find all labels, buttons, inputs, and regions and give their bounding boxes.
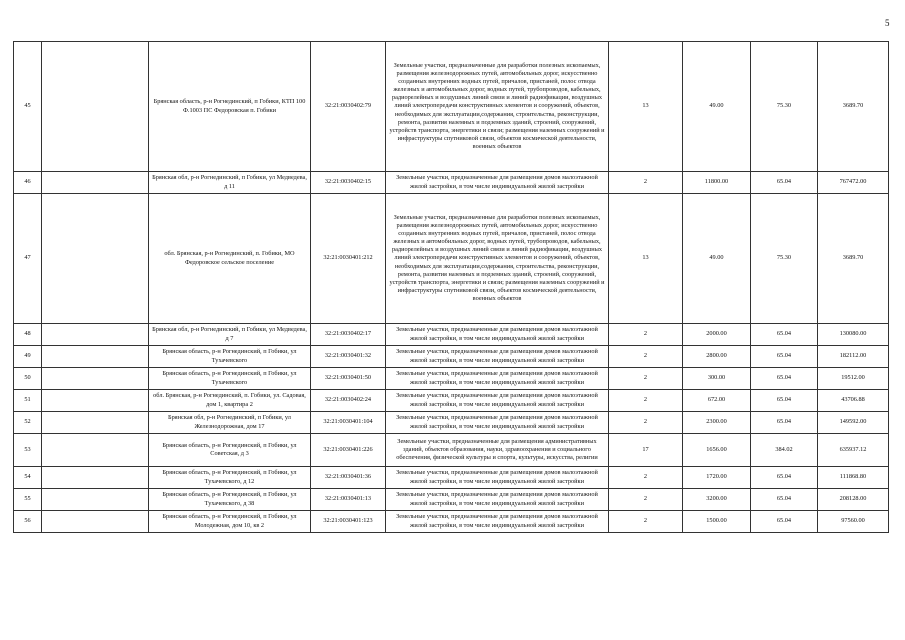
table-row [14,489,889,511]
rate-cell: 384.02 [751,434,818,467]
area-cell: 3200.00 [683,489,751,511]
cadastral-number-cell: 32:21:0030402:17 [311,324,386,346]
address-cell: Брянская область, р-н Рогнединский, п Гобики, ул Тухачевского [149,346,311,368]
cadastral-value-cell: 97560.00 [818,511,889,533]
address-cell: Брянская область, р-н Рогнединский, п Гобики, ул Молодежная, дом 10, кв 2 [149,511,311,533]
area-cell: 672.00 [683,390,751,412]
table-row [14,194,889,324]
rate-cell: 75.30 [751,42,818,172]
cadastral-value-cell: 3689.70 [818,42,889,172]
land-registry-table [13,41,889,533]
cadastral-number-cell: 32:21:0030401:123 [311,511,386,533]
cadastral-value-cell: 3689.70 [818,194,889,324]
land-use-cell: Земельные участки, предназначенные для размещения домов малоэтажной жилой застройки, в том числе индивидуальной жилой застройки [386,489,609,511]
land-use-cell: Земельные участки, предназначенные для размещения домов малоэтажной жилой застройки, в том числе индивидуальной жилой застройки [386,412,609,434]
rate-cell: 75.30 [751,194,818,324]
table-row [14,467,889,489]
use-code-cell: 2 [609,412,683,434]
row-number: 56 [14,511,42,533]
cadastral-number-cell: 32:21:0030401:13 [311,489,386,511]
table-row [14,42,889,172]
table-row [14,511,889,533]
blank-cell [42,194,149,324]
use-code-cell: 13 [609,42,683,172]
blank-cell [42,172,149,194]
blank-cell [42,412,149,434]
blank-cell [42,434,149,467]
row-number: 51 [14,390,42,412]
row-number: 45 [14,42,42,172]
land-use-cell: Земельные участки, предназначенные для размещения домов малоэтажной жилой застройки, в том числе индивидуальной жилой застройки [386,368,609,390]
cadastral-value-cell: 767472.00 [818,172,889,194]
rate-cell: 65.04 [751,412,818,434]
land-use-cell: Земельные участки, предназначенные для размещения домов малоэтажной жилой застройки, в том числе индивидуальной жилой застройки [386,346,609,368]
address-cell: обл. Брянская, р-н Рогнединский, п. Гобики, МО Федоровское сельское поселение [149,194,311,324]
address-cell: Брянская область, р-н Рогнединский, п Гобики, ул Тухачевского [149,368,311,390]
land-use-cell: Земельные участки, предназначенные для размещения домов малоэтажной жилой застройки, в том числе индивидуальной жилой застройки [386,511,609,533]
area-cell: 2000.00 [683,324,751,346]
land-use-cell: Земельные участки, предназначенные для размещения домов малоэтажной жилой застройки, в том числе индивидуальной жилой застройки [386,172,609,194]
area-cell: 11800.00 [683,172,751,194]
use-code-cell: 2 [609,489,683,511]
row-number: 47 [14,194,42,324]
table-row [14,368,889,390]
row-number: 54 [14,467,42,489]
table-row [14,390,889,412]
use-code-cell: 2 [609,467,683,489]
address-cell: обл. Брянская, р-н Рогнединский, п. Гобики, ул. Садовая, дом 1, квартира 2 [149,390,311,412]
rate-cell: 65.04 [751,324,818,346]
area-cell: 300.00 [683,368,751,390]
row-number: 53 [14,434,42,467]
rate-cell: 65.04 [751,511,818,533]
land-use-cell: Земельные участки, предназначенные для разработки полезных ископаемых, размещения железнодорожных путей, автомобильных дорог, искусственно созданных внутренних водных путей, причалов, пристаней, полос отвода железных и автомобильных дорог, водных путей, трубопроводов, кабельных, радиорелейных и воздушных линий связи и линий радиофикации, воздушных линий электропередачи конструктивных элементов и сооружений, объектов, необходимых для эксплуатации,содержания, строительства, реконструкции, ремонта, развития наземных и подземных зданий, строений, сооружений, устройств транспорта, энергетики и связи; размещения наземных сооружений и инфраструктуры спутниковой связи, объектов космической деятельности, военных объектов [386,194,609,324]
cadastral-value-cell: 130080.00 [818,324,889,346]
cadastral-value-cell: 208128.00 [818,489,889,511]
row-number: 50 [14,368,42,390]
row-number: 48 [14,324,42,346]
row-number: 49 [14,346,42,368]
use-code-cell: 2 [609,324,683,346]
cadastral-number-cell: 32:21:0030401:226 [311,434,386,467]
blank-cell [42,511,149,533]
rate-cell: 65.04 [751,467,818,489]
area-cell: 2300.00 [683,412,751,434]
address-cell: Брянская область, р-н Рогнединский, п Гобики, КТП 100 Ф.1003 ПС Федоровская п. Гобики [149,42,311,172]
blank-cell [42,42,149,172]
row-number: 52 [14,412,42,434]
cadastral-number-cell: 32:21:0030402:79 [311,42,386,172]
land-use-cell: Земельные участки, предназначенные для разработки полезных ископаемых, размещения железнодорожных путей, автомобильных дорог, искусственно созданных внутренних водных путей, причалов, пристаней, полос отвода железных и автомобильных дорог, водных путей, трубопроводов, кабельных, радиорелейных и воздушных линий связи и линий радиофикации, воздушных линий электропередачи конструктивных элементов и сооружений, объектов, необходимых для эксплуатации,содержания, строительства, реконструкции, ремонта, развития наземных и подземных зданий, строений, сооружений, устройств транспорта, энергетики и связи; размещения наземных сооружений и инфраструктуры спутниковой связи, объектов космической деятельности, военных объектов [386,42,609,172]
cadastral-number-cell: 32:21:0030401:50 [311,368,386,390]
rate-cell: 65.04 [751,368,818,390]
address-cell: Брянская обл, р-н Рогнединский, п Гобики, ул Железнодорожная, дом 17 [149,412,311,434]
row-number: 55 [14,489,42,511]
address-cell: Брянская обл, р-н Рогнединский, п Гобики, ул Медведева, д 7 [149,324,311,346]
use-code-cell: 2 [609,511,683,533]
cadastral-number-cell: 32:21:0030402:15 [311,172,386,194]
cadastral-value-cell: 635937.12 [818,434,889,467]
area-cell: 49.00 [683,42,751,172]
area-cell: 2800.00 [683,346,751,368]
table-row [14,434,889,467]
cadastral-value-cell: 182112.00 [818,346,889,368]
area-cell: 1656.00 [683,434,751,467]
use-code-cell: 17 [609,434,683,467]
blank-cell [42,324,149,346]
rate-cell: 65.04 [751,489,818,511]
page-number: 5 [885,18,890,28]
table-row [14,346,889,368]
blank-cell [42,489,149,511]
cadastral-number-cell: 32:21:0030401:212 [311,194,386,324]
cadastral-value-cell: 111868.80 [818,467,889,489]
table-row [14,172,889,194]
use-code-cell: 13 [609,194,683,324]
cadastral-number-cell: 32:21:0030401:32 [311,346,386,368]
address-cell: Брянская область, р-н Рогнединский, п Гобики, ул Советская, д 3 [149,434,311,467]
address-cell: Брянская область, р-н Рогнединский, п Гобики, ул Тухачевского, д 12 [149,467,311,489]
cadastral-value-cell: 149592.00 [818,412,889,434]
land-use-cell: Земельные участки, предназначенные для размещения административных зданий, объектов образования, науки, здравоохранения и социального обеспечения, физической культуры и спорта, культуры, искусства, религии [386,434,609,467]
area-cell: 1720.00 [683,467,751,489]
blank-cell [42,346,149,368]
table-body [14,42,889,533]
land-use-cell: Земельные участки, предназначенные для размещения домов малоэтажной жилой застройки, в том числе индивидуальной жилой застройки [386,390,609,412]
blank-cell [42,390,149,412]
use-code-cell: 2 [609,346,683,368]
land-use-cell: Земельные участки, предназначенные для размещения домов малоэтажной жилой застройки, в том числе индивидуальной жилой застройки [386,467,609,489]
rate-cell: 65.04 [751,390,818,412]
rate-cell: 65.04 [751,346,818,368]
rate-cell: 65.04 [751,172,818,194]
area-cell: 1500.00 [683,511,751,533]
land-use-cell: Земельные участки, предназначенные для размещения домов малоэтажной жилой застройки, в том числе индивидуальной жилой застройки [386,324,609,346]
cadastral-value-cell: 43706.88 [818,390,889,412]
use-code-cell: 2 [609,390,683,412]
cadastral-value-cell: 19512.00 [818,368,889,390]
use-code-cell: 2 [609,368,683,390]
table-row [14,324,889,346]
row-number: 46 [14,172,42,194]
use-code-cell: 2 [609,172,683,194]
area-cell: 49.00 [683,194,751,324]
blank-cell [42,467,149,489]
cadastral-number-cell: 32:21:0030401:104 [311,412,386,434]
address-cell: Брянская область, р-н Рогнединский, п Гобики, ул Тухачевского, д 38 [149,489,311,511]
cadastral-number-cell: 32:21:0030401:36 [311,467,386,489]
address-cell: Брянская обл, р-н Рогнединский, п Гобики, ул Медведева, д 11 [149,172,311,194]
blank-cell [42,368,149,390]
table-row [14,412,889,434]
cadastral-number-cell: 32:21:0030402:24 [311,390,386,412]
